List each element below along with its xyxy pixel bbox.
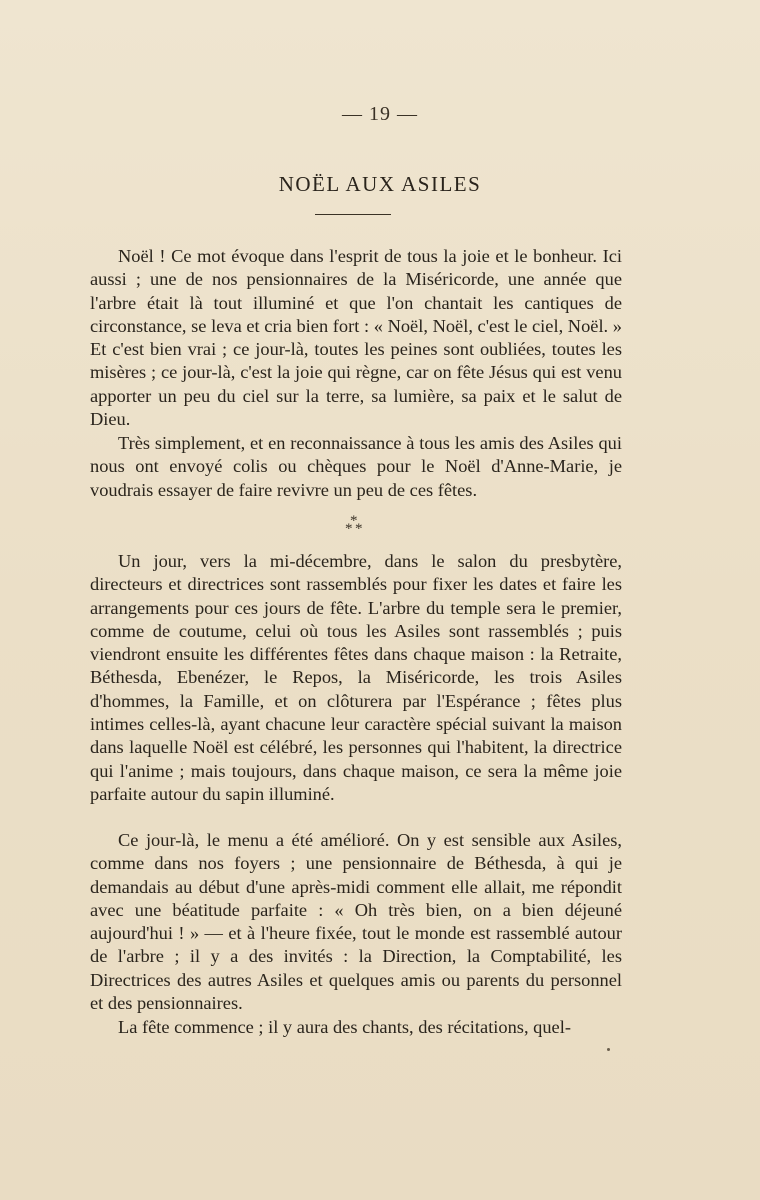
- paragraph-2: Très simplement, et en reconnaissance à tous les amis des Asiles qui nous ont envoyé colis ou chèques pour le Noël d'Anne-Marie, je voudrais essayer de faire revivre un peu de ces fêtes.: [90, 433, 622, 500]
- paragraph-4: Ce jour-là, le menu a été amélioré. On y est sensible aux Asiles, comme dans nos foyers ; une pensionnaire de Béthesda, à qui je demandais au début d'une après-midi comment elle allait, me répondit avec une béatitude parfaite : « Oh très bien, on a bien déjeuné aujourd'hui ! » — et à l'heure fixée, tout le monde est rassemblé autour de l'arbre ; il y a des invités : la Direction, la Comptabilité, les Directrices des autres Asiles et quelques amis ou parents du personnel et des pensionnaires.: [90, 830, 622, 1014]
- asterism-star: *: [350, 513, 358, 529]
- title-rule: [315, 214, 391, 215]
- ink-speck: [607, 1048, 610, 1051]
- asterism-star: *: [345, 521, 353, 537]
- paragraph-5: La fête commence ; il y aura des chants, des récitations, quel-: [118, 1017, 571, 1037]
- page-number: — 19 —: [342, 103, 418, 125]
- asterism-divider: [342, 514, 366, 538]
- paragraph-1: Noël ! Ce mot évoque dans l'esprit de tous la joie et le bonheur. Ici aussi ; une de nos pensionnaires de la Miséricorde, une année que l'arbre était là tout illuminé et que l'on chantait les cantiques de circonstance, se leva et cria bien fort : « Noël, Noël, c'est le ciel, Noël. » Et c'est bien vrai ; ce jour-là, toutes les peines sont oubliées, toutes les misères ; ce jour-là, c'est la joie qui règne, car on fête Jésus qui est venu apporter un peu du ciel sur la terre, sa lumière, sa paix et le salut de Dieu.: [90, 246, 622, 430]
- page-title: NOËL AUX ASILES: [278, 172, 482, 196]
- paragraph-3: Un jour, vers la mi-décembre, dans le salon du presbytère, directeurs et directrices sont rassemblés pour fixer les dates et faire les arrangements pour ces jours de fête. L'arbre du temple sera le premier, comme de coutume, celui où tous les Asiles sont rassemblés ; puis viendront ensuite les différentes fêtes dans chaque maison : la Retraite, Béthesda, Ebenézer, le Repos, la Miséricorde, les trois Asiles d'hommes, la Famille, et on clôturera par l'Espérance ; fêtes plus intimes celles-là, ayant chacune leur caractère spécial suivant la maison dans laquelle Noël est célébré, les personnes qui l'habitent, la directrice qui l'anime ; mais toujours, dans chaque maison, ce sera la même joie parfaite autour du sapin illuminé.: [90, 551, 622, 804]
- asterism-star: *: [355, 521, 363, 537]
